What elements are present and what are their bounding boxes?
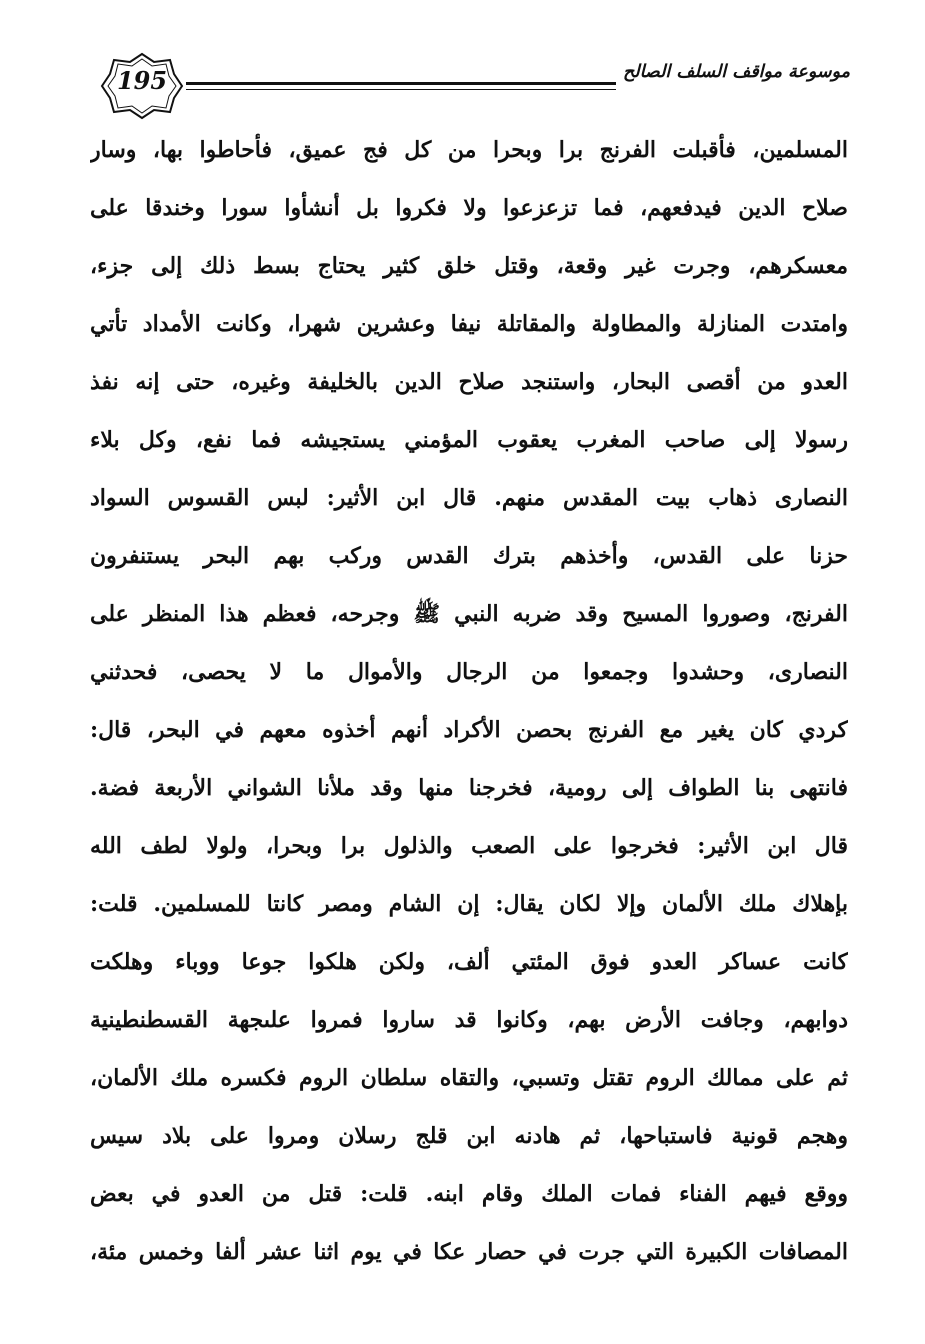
text-line: كانت عساكر العدو فوق المئتي ألف، ولكن هلكوا جوعا ووباء وهلكت — [90, 949, 848, 975]
text-line: المصافات الكبيرة التي جرت في حصار عكا في يوم اثنا عشر ألفا وخمس مئة، — [90, 1239, 848, 1265]
page-number: 195 — [116, 66, 168, 95]
text-line: دوابهم، وجافت الأرض بهم، وكانوا قد ساروا فمروا علىجهة القسطنطينية — [90, 1007, 848, 1033]
text-line: رسولا إلى صاحب المغرب يعقوب المؤمني يستجيشه فما نفع، وكل بلاء — [90, 427, 848, 453]
text-line: النصارى، وحشدوا وجمعوا من الرجال والأموال ما لا يحصى، فحدثني — [90, 659, 848, 685]
text-line: المسلمين، فأقبلت الفرنج برا وبحرا من كل فج عميق، فأحاطوا بها، وسار — [90, 137, 848, 163]
text-line: ثم على ممالك الروم تقتل وتسبي، والتقاه سلطان الروم فكسره ملك الألمان، — [90, 1065, 848, 1091]
text-line: حزنا على القدس، وأخذهم بترك القدس وركب بهم البحر يستنفرون — [90, 543, 848, 569]
text-line: وهجم قونية فاستباحها، ثم هادنه ابن قلج رسلان ومروا على بلاد سيس — [90, 1123, 848, 1149]
text-line: النصارى ذهاب بيت المقدس منهم. قال ابن الأثير: لبس القسوس السواد — [90, 485, 848, 511]
text-line: وامتدت المنازلة والمطاولة والمقاتلة نيفا وعشرين شهرا، وكانت الأمداد تأتي — [90, 311, 848, 337]
text-line: بإهلاك ملك الألمان وإلا لكان يقال: إن الشام ومصر كانتا للمسلمين. قلت: — [90, 891, 848, 917]
text-line: الفرنج، وصوروا المسيح وقد ضربه النبي ﷺ وجرحه، فعظم هذا المنظر على — [90, 601, 848, 627]
page-number-badge — [100, 52, 184, 120]
text-line: العدو من أقصى البحار، واستنجد صلاح الدين بالخليفة وغيره، حتى إنه نفذ — [90, 369, 848, 395]
page-body-text — [90, 124, 848, 1284]
text-line: فانتهى بنا الطواف إلى رومية، فخرجنا منها وقد ملأنا الشواني الأربعة فضة. — [90, 775, 848, 801]
header-rule-thick — [186, 82, 616, 85]
book-title: موسوعة مواقف السلف الصالح — [622, 62, 850, 82]
text-line: قال ابن الأثير: فخرجوا على الصعب والذلول برا وبحرا، ولولا لطف الله — [90, 833, 848, 859]
text-line: صلاح الدين فيدفعهم، فما تزعزعوا ولا فكروا بل أنشأوا سورا وخندقا على — [90, 195, 848, 221]
header-rule-thin — [186, 89, 616, 90]
text-line: كردي كان يغير مع الفرنج بحصن الأكراد أنهم أخذوه معهم في البحر، قال: — [90, 717, 848, 743]
text-line: معسكرهم، وجرت غير وقعة، وقتل خلق كثير يحتاج بسط ذلك إلى جزء، — [90, 253, 848, 279]
text-line: ووقع فيهم الفناء فمات الملك وقام ابنه. قلت: قتل من العدو في بعض — [90, 1181, 848, 1207]
page-header — [100, 52, 850, 120]
